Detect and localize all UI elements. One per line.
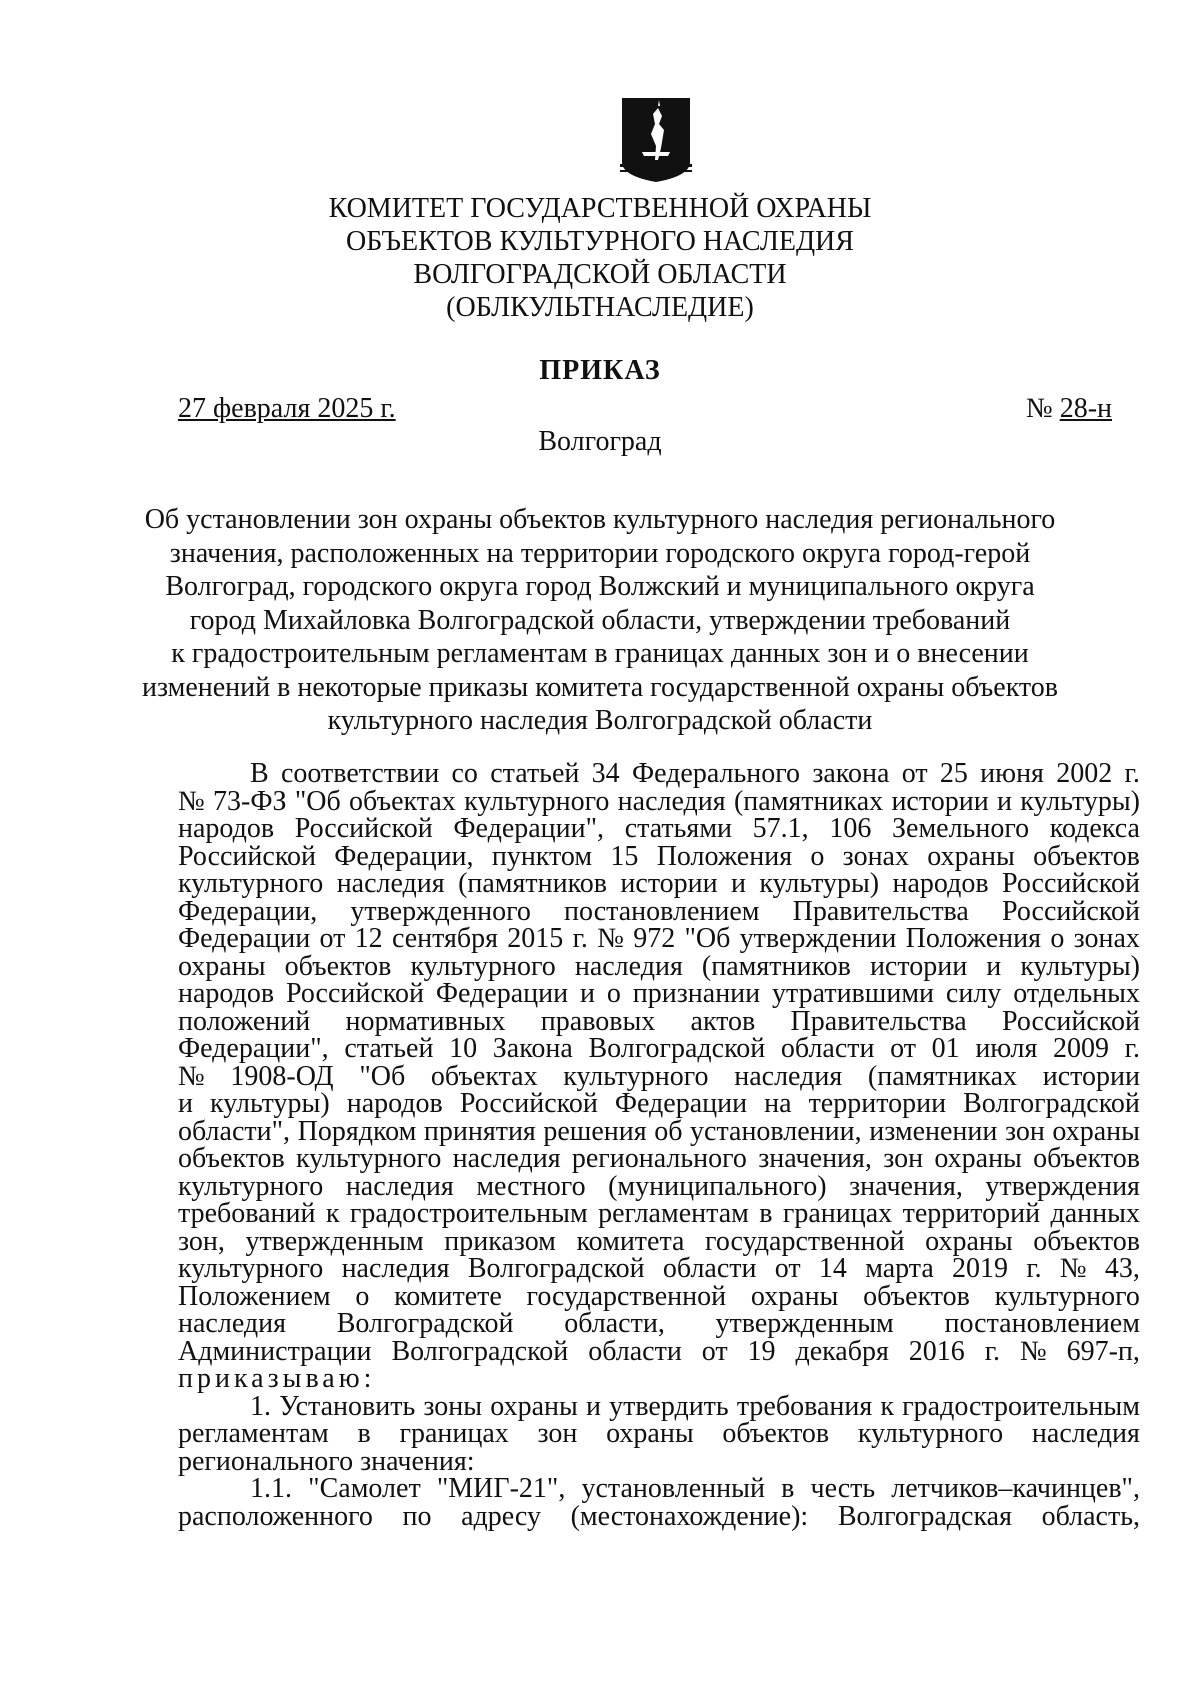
body-word: данных bbox=[1050, 1198, 1140, 1229]
body-word: Волгоградской bbox=[467, 1253, 645, 1284]
organization-name bbox=[0, 192, 1200, 324]
body-word: "Об bbox=[294, 785, 341, 817]
body-word: зон bbox=[537, 1418, 578, 1449]
order-body bbox=[178, 760, 1140, 1530]
body-word: Земельного bbox=[891, 813, 1030, 844]
body-word: актов bbox=[690, 1005, 756, 1037]
order-title bbox=[0, 503, 1200, 738]
body-word: народов bbox=[178, 813, 275, 844]
body-word: утверждения bbox=[985, 1170, 1140, 1202]
body-word: наследия bbox=[336, 868, 445, 899]
body-word: объектов bbox=[284, 950, 392, 982]
body-word: закона bbox=[812, 758, 890, 789]
body-word: объектов bbox=[722, 1418, 830, 1449]
body-word: территории bbox=[808, 1088, 947, 1119]
body-word: местного bbox=[476, 1170, 586, 1202]
body-word: В bbox=[250, 758, 269, 789]
body-line bbox=[178, 1005, 1140, 1037]
body-word: "Об bbox=[359, 1060, 406, 1092]
body-word: 2009 bbox=[1053, 1033, 1110, 1064]
body-word: культуры) bbox=[1020, 785, 1140, 817]
body-word: решения bbox=[543, 1115, 647, 1147]
body-word: Федерации", bbox=[178, 1033, 329, 1064]
body-word: требований bbox=[178, 1198, 316, 1229]
body-word: положений bbox=[178, 1005, 311, 1037]
body-word: в bbox=[357, 1418, 371, 1449]
body-word: приказом bbox=[444, 1225, 556, 1257]
body-line bbox=[178, 1280, 1140, 1312]
body-word: утвержденным bbox=[245, 1225, 424, 1257]
body-word: 1.1. bbox=[250, 1473, 292, 1504]
body-word: 15 bbox=[610, 840, 639, 872]
body-line bbox=[178, 1200, 1140, 1228]
body-word: Закона bbox=[492, 1033, 573, 1064]
body-word: наследия bbox=[345, 1170, 454, 1202]
body-line bbox=[178, 1170, 1140, 1202]
body-word: 2019 bbox=[952, 1253, 1009, 1284]
body-word: 73-ФЗ bbox=[213, 785, 287, 817]
body-word: статьей bbox=[490, 758, 580, 789]
body-word: Федерации, bbox=[178, 895, 318, 927]
body-word: расположенного bbox=[178, 1500, 373, 1532]
body-word: значения, bbox=[758, 1143, 872, 1174]
body-word: область, bbox=[1041, 1500, 1140, 1532]
body-line bbox=[178, 1255, 1140, 1283]
body-word: культурного bbox=[178, 868, 324, 899]
body-word: пунктом bbox=[491, 840, 593, 872]
body-word: о bbox=[810, 840, 825, 872]
body-word: 01 bbox=[931, 1033, 960, 1064]
body-word: регламентам bbox=[598, 1198, 749, 1229]
body-word: адресу bbox=[461, 1500, 541, 1532]
body-word: нормативных bbox=[345, 1005, 506, 1037]
body-word: Российской bbox=[459, 1088, 598, 1119]
body-word: Положением bbox=[178, 1280, 331, 1312]
body-word: № bbox=[597, 923, 624, 954]
body-word: статьями bbox=[624, 813, 733, 844]
body-word: отдельных bbox=[1013, 978, 1140, 1009]
body-word: № bbox=[178, 785, 205, 817]
body-line bbox=[178, 980, 1140, 1008]
body-word: утвердить bbox=[609, 1390, 729, 1422]
body-word: охраны bbox=[934, 1143, 1022, 1174]
body-word: утверждении bbox=[739, 923, 897, 954]
body-word: области, bbox=[564, 1308, 665, 1339]
body-word: зонах bbox=[842, 840, 909, 872]
body-word: Волгоградская bbox=[837, 1500, 1012, 1532]
order-number bbox=[1026, 393, 1112, 425]
body-line bbox=[178, 1060, 1140, 1092]
body-word: от bbox=[901, 758, 928, 789]
body-word: объектов bbox=[863, 1280, 970, 1312]
body-word: по bbox=[402, 1500, 432, 1532]
body-word: области bbox=[662, 1253, 757, 1284]
body-word: Федерации", bbox=[453, 813, 605, 844]
body-word: наследия bbox=[452, 1143, 561, 1174]
body-word: и bbox=[997, 785, 1012, 817]
body-word: культурного bbox=[994, 1280, 1140, 1312]
body-word: объектов bbox=[1033, 840, 1140, 872]
body-word: Волгоградской bbox=[963, 1088, 1140, 1119]
body-word: (памятников bbox=[701, 950, 851, 982]
body-word: народов bbox=[892, 868, 989, 899]
body-line bbox=[178, 1145, 1140, 1173]
body-line bbox=[178, 760, 1140, 788]
body-line bbox=[178, 895, 1140, 927]
body-word: о bbox=[1050, 923, 1065, 954]
body-word: и bbox=[585, 1390, 601, 1422]
body-word: сентября bbox=[391, 923, 499, 954]
body-word: наследия bbox=[341, 1253, 450, 1284]
body-word: Волгоградской bbox=[588, 1033, 766, 1064]
body-line bbox=[178, 1390, 1140, 1422]
body-word: культуры) bbox=[210, 1088, 330, 1119]
title-line: значения, расположенных на территории городского округа город-герой bbox=[169, 537, 1031, 569]
body-word: признании bbox=[632, 978, 761, 1009]
body-word: утвержденным bbox=[715, 1308, 894, 1339]
body-word: утвержденного bbox=[350, 895, 531, 927]
body-word: 2002 bbox=[1056, 758, 1113, 789]
body-word: Федерации bbox=[435, 978, 569, 1009]
body-word: июня bbox=[980, 758, 1044, 789]
body-word: Порядком bbox=[297, 1115, 417, 1147]
body-word: Федерального bbox=[631, 758, 801, 789]
body-word: от bbox=[701, 1335, 728, 1367]
body-word: Положения bbox=[905, 923, 1042, 954]
document-type: ПРИКАЗ bbox=[539, 355, 661, 386]
title-line: культурного наследия Волгоградской области bbox=[327, 705, 873, 736]
body-word: 1908-ОД bbox=[230, 1060, 334, 1092]
body-word: "МИГ-21", bbox=[436, 1473, 566, 1504]
body-word: постановлением bbox=[564, 895, 760, 927]
body-word: Российской bbox=[294, 813, 433, 844]
body-word: области", bbox=[178, 1115, 291, 1147]
body-word: государственной bbox=[705, 1225, 905, 1257]
body-word: Российской bbox=[178, 840, 316, 872]
body-line bbox=[178, 1090, 1140, 1118]
title-line: изменений в некоторые приказы комитета государственной охраны объектов bbox=[141, 671, 1059, 703]
body-word: Волгоградской bbox=[391, 1335, 569, 1367]
body-word: и bbox=[986, 950, 1002, 982]
order-date: 27 февраля 2025 г. bbox=[178, 393, 396, 424]
body-word: летчиков–качинцев", bbox=[891, 1473, 1140, 1504]
body-word: 697-п, bbox=[1066, 1335, 1140, 1367]
body-word: установлении, bbox=[690, 1115, 862, 1147]
body-word: истории bbox=[891, 785, 989, 817]
city: Волгоград bbox=[538, 426, 662, 457]
body-word: о bbox=[606, 978, 621, 1009]
body-word: 43, bbox=[1104, 1253, 1140, 1284]
body-word: в bbox=[781, 1473, 795, 1504]
body-word: "Самолет bbox=[308, 1473, 421, 1504]
body-word: комитете bbox=[394, 1280, 502, 1312]
body-word: 57.1, bbox=[752, 813, 809, 844]
body-line bbox=[178, 785, 1140, 817]
body-word: (памятников bbox=[458, 868, 608, 899]
body-word: культурного bbox=[563, 1060, 709, 1092]
body-word: культурного bbox=[857, 1418, 1004, 1449]
body-word: принятия bbox=[423, 1115, 536, 1147]
body-word: культуры) bbox=[759, 868, 880, 899]
body-word: статьей bbox=[344, 1033, 434, 1064]
org-line: КОМИТЕТ ГОСУДАРСТВЕННОЙ ОХРАНЫ bbox=[328, 193, 872, 224]
body-word: комитета bbox=[576, 1225, 685, 1257]
body-word: Российской bbox=[1001, 868, 1140, 899]
body-word: 12 bbox=[354, 923, 383, 954]
title-line: Волгоград, городского округа город Волжский и муниципального округа bbox=[165, 571, 1035, 602]
body-line bbox=[178, 1420, 1140, 1448]
body-line bbox=[178, 1335, 1140, 1367]
body-word: народов bbox=[178, 978, 275, 1009]
body-word: г. bbox=[1026, 1253, 1042, 1284]
body-word: установленный bbox=[581, 1473, 765, 1504]
body-word: культурного bbox=[296, 1143, 442, 1174]
body-line bbox=[178, 1225, 1140, 1257]
body-word: и bbox=[579, 978, 595, 1009]
body-word: об bbox=[654, 1115, 683, 1147]
body-word: Администрации bbox=[178, 1335, 372, 1367]
body-word: объектов bbox=[1033, 1225, 1140, 1257]
body-word: марта bbox=[865, 1253, 934, 1284]
body-line bbox=[178, 1035, 1140, 1063]
body-word: 14 bbox=[818, 1253, 847, 1284]
body-word: от bbox=[319, 923, 346, 954]
coat-of-arms-emblem bbox=[620, 96, 696, 186]
body-word: истории bbox=[1042, 1060, 1140, 1092]
body-word: зонах bbox=[1073, 923, 1140, 954]
body-word: области bbox=[588, 1335, 682, 1367]
body-word: изменении bbox=[869, 1115, 998, 1147]
body-word: наследия bbox=[178, 1308, 286, 1339]
body-word: июля bbox=[975, 1033, 1038, 1064]
body-word: (местонахождение): bbox=[570, 1500, 809, 1532]
body-word: охраны bbox=[925, 1225, 1013, 1257]
body-word: 106 bbox=[829, 813, 872, 844]
body-word: народов bbox=[346, 1088, 443, 1119]
body-word: Федерации, bbox=[334, 840, 474, 872]
body-word: наследия bbox=[734, 1060, 843, 1092]
body-word: г. bbox=[984, 1335, 1001, 1367]
body-word: постановлением bbox=[944, 1308, 1140, 1339]
body-word: № bbox=[1019, 1335, 1047, 1367]
body-word: градостроительным bbox=[349, 1198, 588, 1229]
body-word: государственной bbox=[526, 1280, 727, 1312]
title-line: город Михайловка Волгоградской области, утверждении требований bbox=[189, 604, 1011, 636]
body-word: градостроительным bbox=[902, 1390, 1140, 1422]
body-word: охраны bbox=[606, 1418, 694, 1449]
body-word: 19 bbox=[747, 1335, 776, 1367]
body-word: наследия bbox=[574, 950, 683, 982]
body-word: 972 bbox=[633, 923, 676, 954]
body-word: (памятниках bbox=[867, 1060, 1018, 1092]
body-line bbox=[178, 1365, 1140, 1393]
body-word: утратившими bbox=[772, 978, 935, 1009]
body-word: регламентам bbox=[178, 1418, 329, 1449]
body-word: регионального значения: bbox=[178, 1445, 475, 1477]
body-word: 34 bbox=[591, 758, 620, 789]
body-word: культурного bbox=[410, 950, 556, 982]
org-line: (ОБЛКУЛЬТНАСЛЕДИЕ) bbox=[446, 292, 754, 323]
body-word: и bbox=[731, 868, 747, 899]
body-word: области bbox=[780, 1033, 875, 1064]
body-word: г. bbox=[1124, 758, 1140, 789]
body-word: г. bbox=[1124, 1033, 1140, 1064]
body-word: силу bbox=[945, 978, 1002, 1009]
body-word: 2016 bbox=[908, 1335, 965, 1367]
body-word: декабря bbox=[795, 1335, 889, 1367]
body-word: охраны bbox=[490, 1390, 578, 1422]
body-word: наследия bbox=[1031, 1418, 1140, 1449]
body-word: зон bbox=[1004, 1115, 1045, 1147]
body-word: Российской bbox=[1001, 895, 1140, 927]
body-word: г. bbox=[572, 923, 588, 954]
body-word: 25 bbox=[939, 758, 968, 789]
body-word: соответствии bbox=[280, 758, 440, 789]
body-word: Российской bbox=[1001, 1005, 1140, 1037]
body-word: объектов bbox=[178, 1143, 285, 1174]
title-line: к градостроительным регламентам в границах данных зон и о внесении bbox=[171, 638, 1029, 669]
order-number-prefix: № bbox=[1025, 393, 1060, 424]
body-word: регионального bbox=[571, 1143, 747, 1174]
body-word: к bbox=[880, 1390, 894, 1422]
body-word: территорий bbox=[902, 1198, 1041, 1229]
body-line bbox=[178, 950, 1140, 982]
body-word: требования bbox=[736, 1390, 873, 1422]
body-word: культурного bbox=[464, 785, 610, 817]
body-word: на bbox=[764, 1088, 792, 1119]
body-word: охраны bbox=[178, 950, 266, 982]
body-line bbox=[178, 815, 1140, 843]
body-word: от bbox=[890, 1033, 917, 1064]
body-word: Положения bbox=[656, 840, 793, 872]
body-line bbox=[178, 840, 1140, 872]
body-word: о bbox=[355, 1280, 370, 1312]
body-word: охраны bbox=[750, 1280, 839, 1312]
body-word: приказываю: bbox=[178, 1363, 376, 1394]
body-word: со bbox=[451, 758, 478, 789]
body-word: охраны bbox=[927, 840, 1015, 872]
body-word: культуры) bbox=[1020, 950, 1140, 982]
body-line bbox=[178, 870, 1140, 898]
body-word: границах bbox=[399, 1418, 509, 1449]
body-word: зон, bbox=[178, 1225, 225, 1257]
body-word: кодекса bbox=[1049, 813, 1140, 844]
body-word: границах bbox=[782, 1198, 893, 1229]
body-word: 1. bbox=[250, 1390, 271, 1422]
body-word: культурного bbox=[178, 1170, 324, 1202]
body-word: значения, bbox=[849, 1170, 963, 1202]
body-word: № bbox=[178, 1060, 205, 1092]
body-word: 10 bbox=[449, 1033, 478, 1064]
body-word: зоны bbox=[423, 1390, 483, 1422]
body-word: объектов bbox=[1033, 1143, 1140, 1174]
body-word: охраны bbox=[1052, 1115, 1140, 1147]
org-line: ОБЪЕКТОВ КУЛЬТУРНОГО НАСЛЕДИЯ bbox=[346, 226, 854, 257]
order-number-value: 28-н bbox=[1059, 393, 1112, 424]
body-word: Установить bbox=[279, 1390, 416, 1422]
body-word: Федерации bbox=[178, 923, 311, 954]
body-word: в bbox=[759, 1198, 773, 1229]
body-word: к bbox=[325, 1198, 340, 1229]
body-word: Правительства bbox=[790, 1005, 967, 1037]
body-word: истории bbox=[620, 868, 718, 899]
body-word: и bbox=[178, 1088, 193, 1119]
body-word: зон bbox=[883, 1143, 924, 1174]
body-word: (памятниках bbox=[733, 785, 884, 817]
body-line bbox=[178, 1445, 1140, 1477]
body-word: Российской bbox=[285, 978, 424, 1009]
body-line bbox=[178, 1310, 1140, 1338]
body-line bbox=[178, 1475, 1140, 1503]
body-word: Волгоградской bbox=[336, 1308, 514, 1339]
body-word: объектах bbox=[430, 1060, 538, 1092]
body-word: Правительства bbox=[792, 895, 969, 927]
body-word: (муниципального) bbox=[608, 1170, 827, 1202]
body-word: наследия bbox=[617, 785, 726, 817]
body-word: объектах bbox=[349, 785, 456, 817]
body-line bbox=[178, 1115, 1140, 1147]
body-word: честь bbox=[810, 1473, 876, 1504]
body-word: Федерации bbox=[614, 1088, 748, 1119]
body-word: правовых bbox=[540, 1005, 656, 1037]
body-line bbox=[178, 925, 1140, 953]
body-word: № bbox=[1059, 1253, 1087, 1284]
org-line: ВОЛГОГРАДСКОЙ ОБЛАСТИ bbox=[413, 259, 787, 290]
body-word: культурного bbox=[178, 1253, 324, 1284]
body-word: 2015 bbox=[507, 923, 564, 954]
body-word: истории bbox=[869, 950, 968, 982]
body-word: "Об bbox=[684, 923, 731, 954]
title-line: Об установлении зон охраны объектов культурного наследия регионального bbox=[144, 504, 1056, 535]
body-word: от bbox=[774, 1253, 801, 1284]
body-line bbox=[178, 1500, 1140, 1532]
